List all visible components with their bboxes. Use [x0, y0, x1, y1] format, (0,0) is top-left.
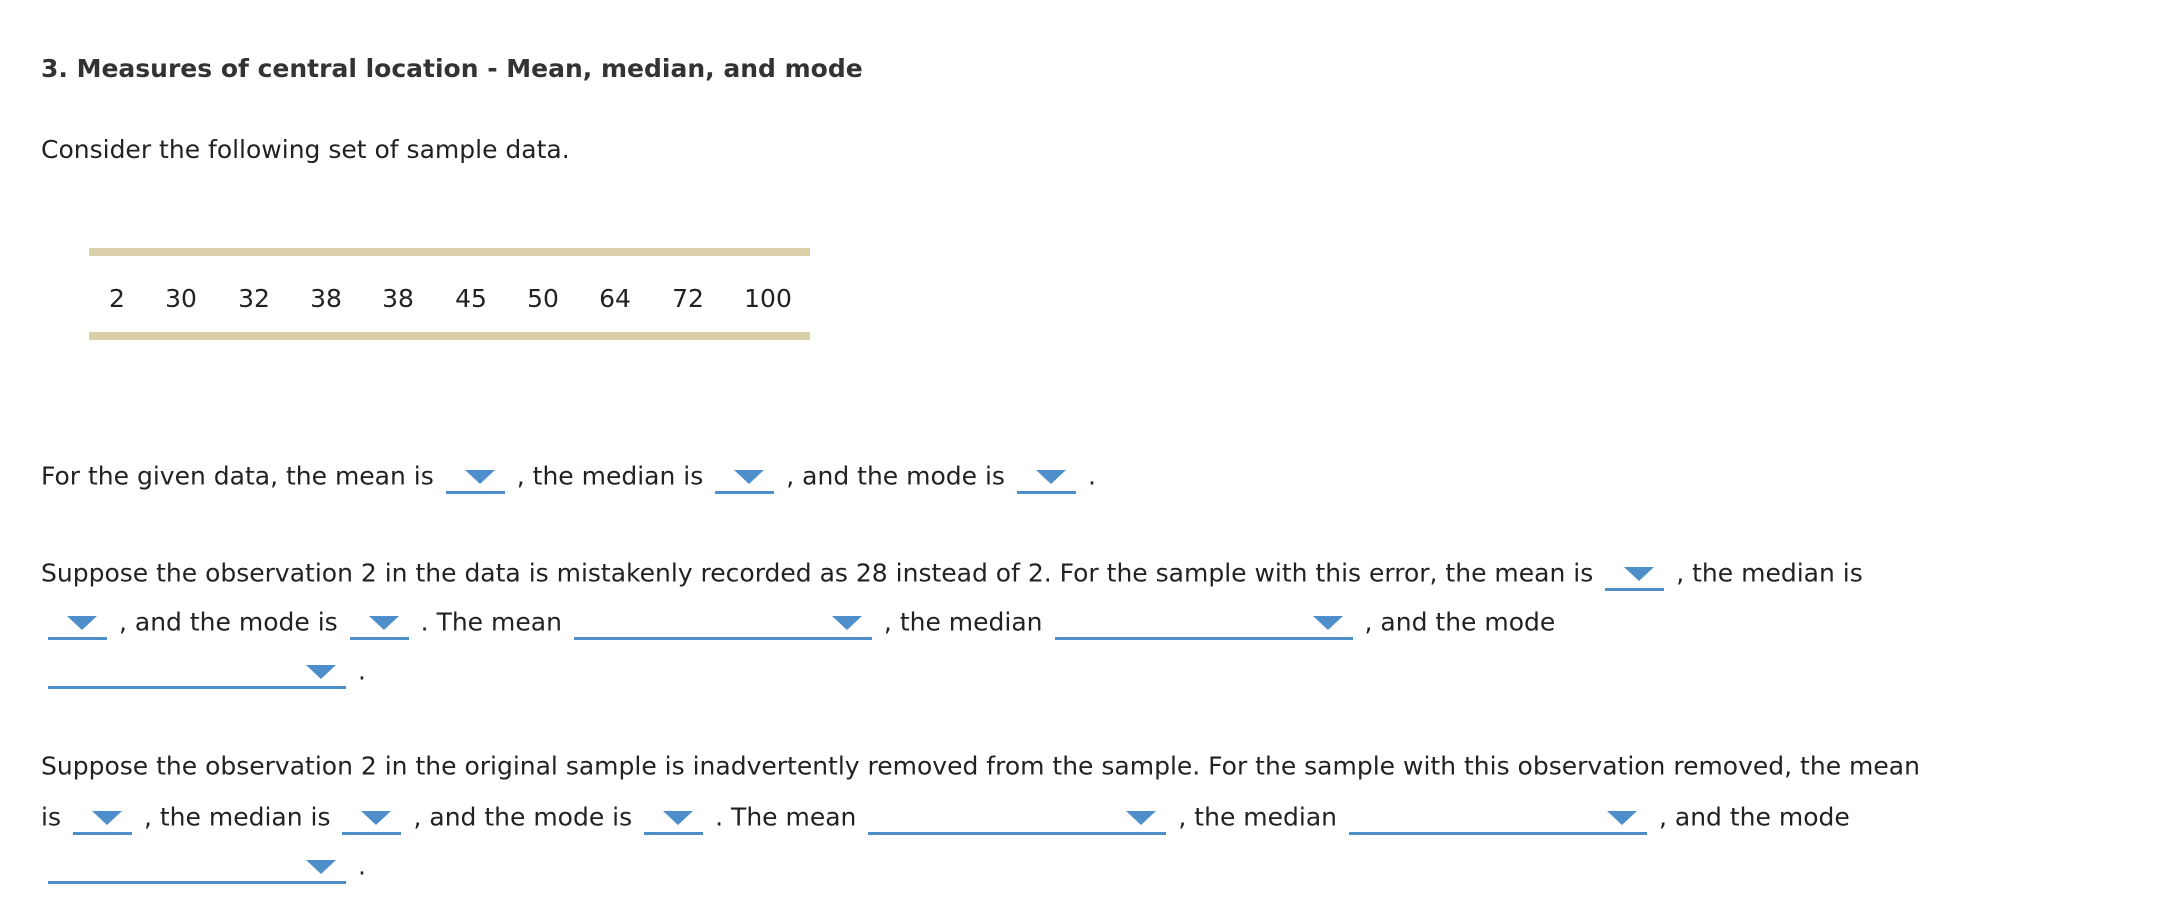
- caret-down-icon: [1126, 811, 1156, 825]
- part2-text: , the median: [883, 607, 1043, 637]
- part2-mean-dropdown[interactable]: [1605, 555, 1664, 591]
- part3-text: , and the mode: [1659, 802, 1850, 832]
- caret-down-icon: [1036, 470, 1066, 484]
- part2-median-dropdown[interactable]: [48, 604, 107, 640]
- part3-line-2: [41, 799, 1850, 835]
- caret-down-icon: [92, 811, 122, 825]
- part1-line: [41, 458, 1096, 494]
- caret-down-icon: [1624, 567, 1654, 581]
- question-title: 3. Measures of central location - Mean, median, and mode: [41, 54, 863, 83]
- data-value: 30: [165, 284, 197, 313]
- part2-text: . The mean: [420, 607, 562, 637]
- data-value: 32: [238, 284, 270, 313]
- part1-text: For the given data, the mean is: [41, 461, 434, 491]
- caret-down-icon: [306, 665, 336, 679]
- intro-text: Consider the following set of sample data.: [41, 135, 570, 164]
- caret-down-icon: [465, 470, 495, 484]
- part2-line-2: [48, 604, 1555, 640]
- part3-median-change-dropdown[interactable]: [1349, 799, 1647, 835]
- part2-mode-change-dropdown[interactable]: [48, 653, 346, 689]
- data-value: 38: [310, 284, 342, 313]
- caret-down-icon: [369, 616, 399, 630]
- caret-down-icon: [1607, 811, 1637, 825]
- sample-data-table: [89, 248, 810, 340]
- part1-mode-dropdown[interactable]: [1017, 458, 1076, 494]
- data-value: 72: [672, 284, 704, 313]
- caret-down-icon: [67, 616, 97, 630]
- part1-text: .: [1087, 461, 1096, 491]
- part2-text: , and the mode: [1364, 607, 1556, 637]
- part2-median-change-dropdown[interactable]: [1055, 604, 1353, 640]
- part2-text: .: [358, 656, 366, 686]
- part2-line-1: [41, 555, 1863, 591]
- part2-mean-change-dropdown[interactable]: [574, 604, 872, 640]
- data-value: 64: [599, 284, 631, 313]
- part2-text: , the median is: [1676, 558, 1863, 588]
- caret-down-icon: [663, 811, 693, 825]
- part3-line-1: [41, 750, 1920, 781]
- part1-text: , and the mode is: [786, 461, 1005, 491]
- part2-line-3: [48, 653, 366, 689]
- part3-text: .: [358, 851, 366, 881]
- part3-mean-dropdown[interactable]: [73, 799, 132, 835]
- part1-median-dropdown[interactable]: [715, 458, 774, 494]
- data-value: 100: [744, 284, 792, 313]
- part2-text: Suppose the observation 2 in the data is mistakenly recorded as 28 instead of 2. For the sample with this error, the mean is: [41, 558, 1594, 588]
- part3-text: , and the mode is: [413, 802, 633, 832]
- data-value: 2: [109, 284, 125, 313]
- part2-text: , and the mode is: [119, 607, 338, 637]
- data-value: 50: [527, 284, 559, 313]
- part3-mean-change-dropdown[interactable]: [868, 799, 1166, 835]
- part2-mode-dropdown[interactable]: [350, 604, 409, 640]
- part3-mode-dropdown[interactable]: [644, 799, 703, 835]
- part3-text: , the median is: [143, 802, 331, 832]
- part3-text: is: [41, 802, 61, 832]
- caret-down-icon: [361, 811, 391, 825]
- caret-down-icon: [306, 860, 336, 874]
- part3-text: , the median: [1178, 802, 1337, 832]
- part3-text: Suppose the observation 2 in the original sample is inadvertently removed from the sample. For the sample with this observation removed, the mean: [41, 751, 1920, 781]
- part3-line-3: [48, 848, 366, 884]
- part3-text: . The mean: [715, 802, 857, 832]
- part3-median-dropdown[interactable]: [342, 799, 401, 835]
- data-value: 38: [382, 284, 414, 313]
- caret-down-icon: [1313, 616, 1343, 630]
- sample-data-row: [89, 284, 810, 314]
- part1-mean-dropdown[interactable]: [446, 458, 505, 494]
- part1-text: , the median is: [516, 461, 704, 491]
- part3-mode-change-dropdown[interactable]: [48, 848, 346, 884]
- data-value: 45: [455, 284, 487, 313]
- caret-down-icon: [832, 616, 862, 630]
- caret-down-icon: [734, 470, 764, 484]
